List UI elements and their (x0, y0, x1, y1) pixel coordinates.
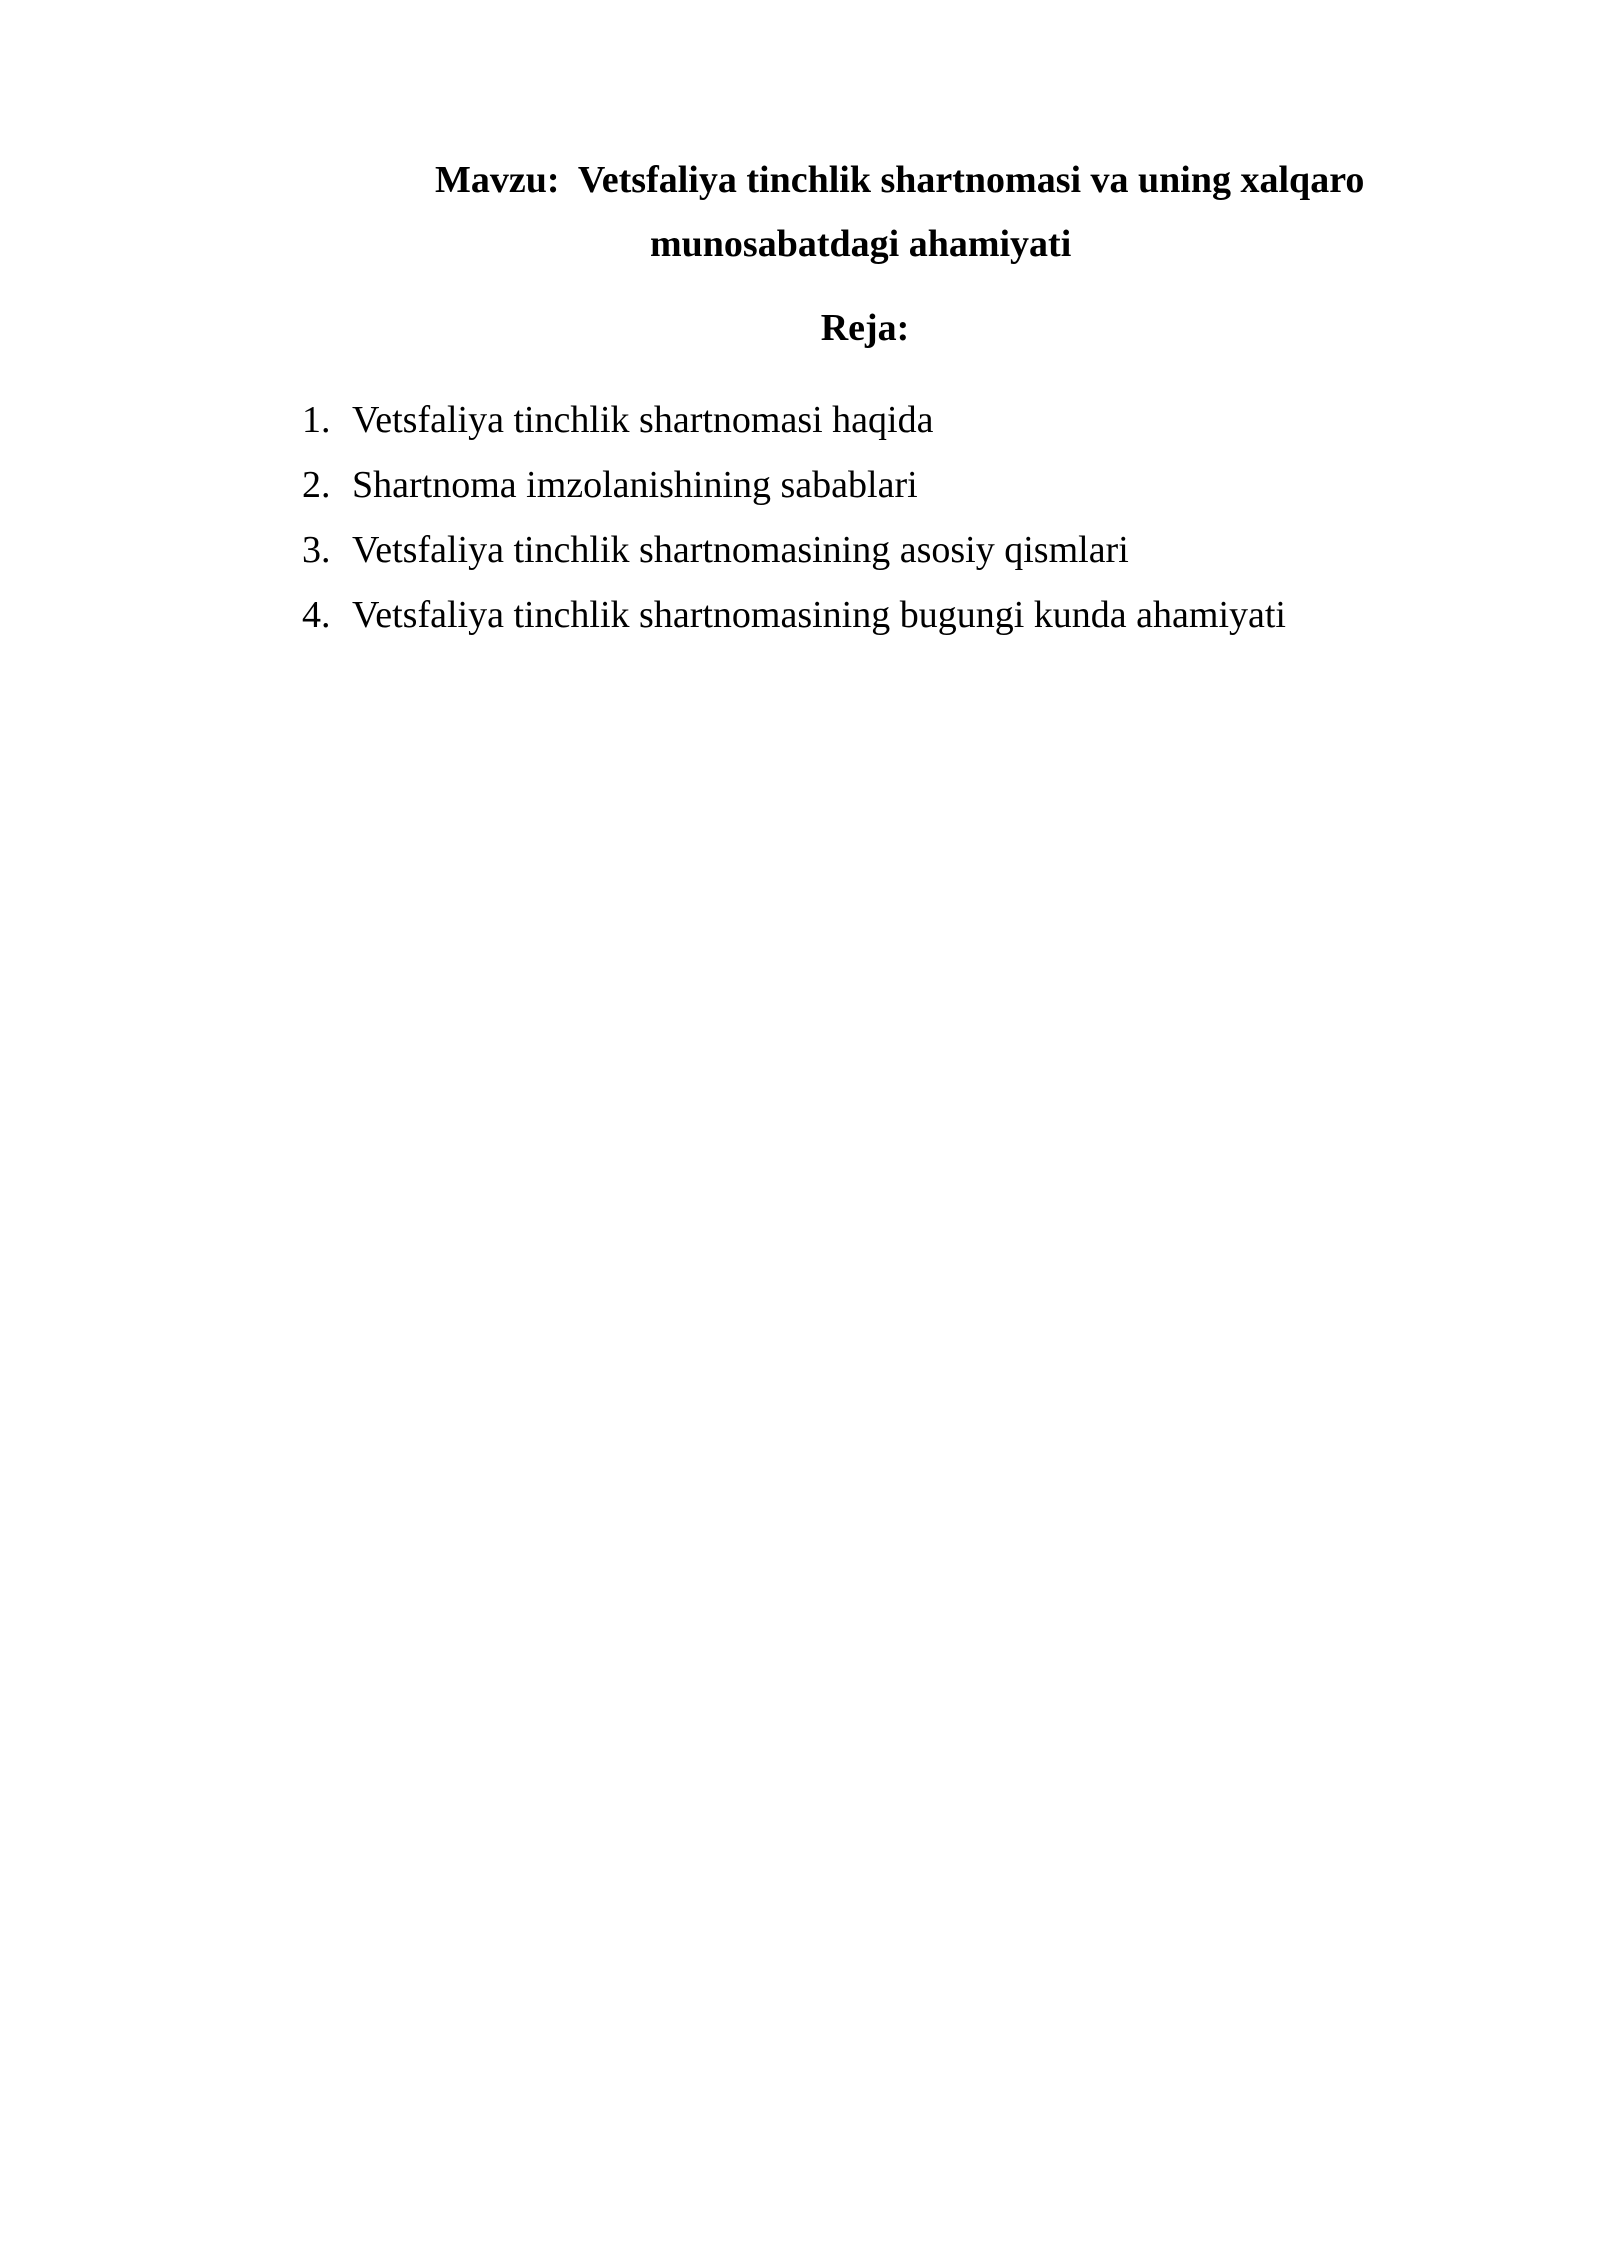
plan-item-text: Shartnoma imzolanishining sabablari (352, 464, 918, 506)
plan-item-text: Vetsfaliya tinchlik shartnomasining bugungi kunda ahamiyati (352, 594, 1286, 636)
title-line-1: Mavzu: Vetsfaliya tinchlik shartnomasi va uning xalqaro (435, 159, 1365, 201)
plan-item-number: 1. (302, 399, 331, 441)
title-line-2: munosabatdagi ahamiyati (650, 223, 1072, 265)
plan-item-number: 2. (302, 464, 331, 506)
plan-item (302, 388, 1286, 453)
plan-item-text: Vetsfaliya tinchlik shartnomasi haqida (352, 399, 934, 441)
plan-item (302, 583, 1286, 648)
document-title (300, 148, 1400, 276)
plan-item (302, 453, 1286, 518)
plan-item (302, 518, 1286, 583)
plan-heading: Reja: (820, 307, 910, 349)
plan-list (302, 388, 1286, 648)
plan-item-text: Vetsfaliya tinchlik shartnomasining asosiy qismlari (352, 529, 1129, 571)
plan-item-number: 4. (302, 594, 331, 636)
plan-item-number: 3. (302, 529, 331, 571)
